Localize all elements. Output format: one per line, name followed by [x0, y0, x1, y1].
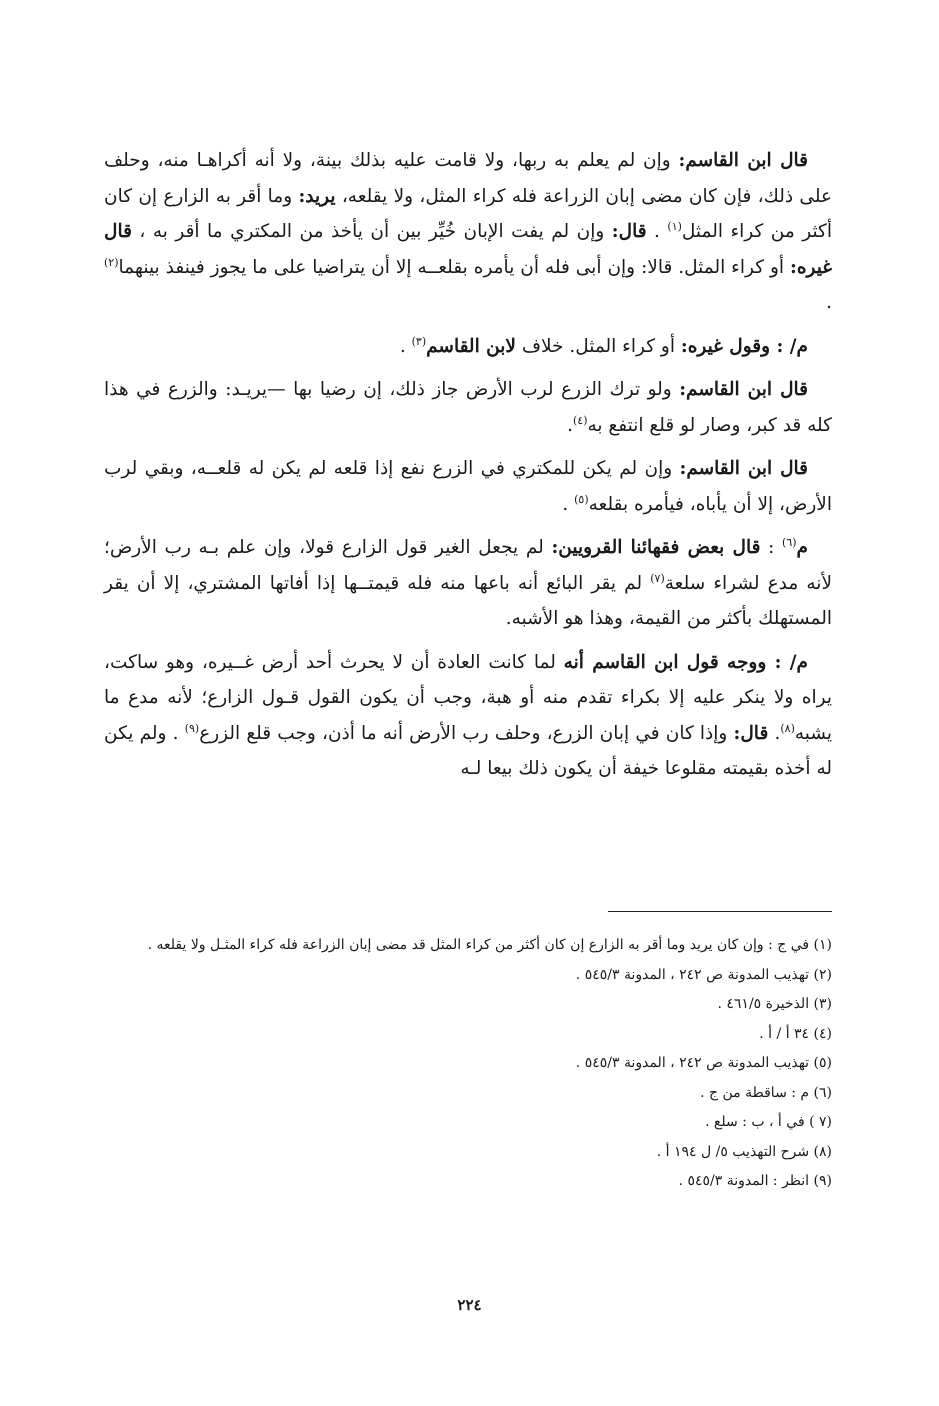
footnote: (٧ ) في أ ، ب : سلع .: [705, 1114, 832, 1130]
footnote: (٣) الذخيرة ٤٦١/٥ .: [717, 996, 832, 1012]
footnote: (٦) م : ساقطة من ج .: [700, 1084, 832, 1101]
bold-phrase: قال:: [611, 221, 647, 242]
footnote: (١) في ج : وإن كان يريد وما أقر به الزارع إن كان أكثر من كراء المثل قد مضى إبان الزراعة فله كراء المثـل ولا يقلعه .: [147, 937, 832, 953]
footnote: (٤) ٣٤ أ / أ .: [759, 1025, 832, 1042]
footnote-marker: (٥): [574, 492, 589, 506]
paragraph: [104, 372, 832, 443]
paragraph: [104, 451, 832, 522]
text-run: .: [567, 414, 573, 436]
paragraph: [104, 329, 832, 365]
footnote: (٢) تهذيب المدونة ص ٢٤٢ ، المدونة ٥٤٥/٣ .: [575, 966, 832, 983]
text-run: لما كانت العادة أن لا يحرث أحد أرض غــيره، وهو ساكت، يراه ولا ينكر عليه إلا بكراء تقدم منه أو هبة، وجب أن يكون القول قـول الزارع؛ لأنه مدع ما يشبه: [104, 651, 833, 744]
bold-phrase: قال ابن القاسم:: [679, 379, 808, 400]
footnote-marker: (٨): [780, 721, 795, 735]
main-text: [104, 143, 832, 795]
footnote-marker: (٩): [184, 721, 200, 735]
text-run: أو كراء المثل. قالا: وإن أبى فله أن يأمره بقلعــه إلا أن يتراضيا على ما يجوز فينفذ بينهما: [118, 256, 790, 278]
bold-phrase: م/ : وقول غيره:: [680, 335, 808, 357]
bold-phrase: م/ : ووجه قول ابن القاسم أنه: [563, 651, 808, 673]
paragraph: [104, 645, 832, 787]
text-run: وإن لم يفت الإبان خُيِّر بين أن يأخذ من المكتري ما أقر به ،: [131, 221, 612, 242]
text-run: . ولم يكن له أخذه بقيمته مقلوعا خيفة أن يكون ذلك بيعا لـه: [104, 722, 832, 779]
text-run: وما أقر به الزارع إن كان أكثر من كراء المثل: [104, 185, 832, 242]
text-run: وإن لم يكن للمكتري في الزرع نفع إذا قلعه لم يكن له قلعــه، وبقي لرب الأرض، إلا أن يأباه، فيأمره بقلعه: [104, 458, 832, 515]
footnote-marker: (٤): [572, 413, 588, 427]
footnote-marker: (٧): [650, 571, 665, 585]
bold-phrase: قال ابن القاسم:: [679, 458, 808, 479]
footnote-marker: (٣): [411, 334, 427, 348]
text-run: .: [768, 722, 781, 744]
footnotes: [104, 931, 832, 1197]
page-number: ٢٢٤: [457, 1296, 482, 1314]
footnote-marker: (٢): [104, 255, 119, 269]
paragraph: [104, 530, 832, 637]
text-run: .: [562, 493, 575, 515]
footnote-marker: (١): [667, 219, 682, 233]
text-run: وإن لم يعلم به ربها، ولا قامت عليه بذلك بينة، ولا أنه أكراهـا منه، وحلف على ذلك، فإن كان مضى إبان الزراعة فله كراء المثل، ولا يقلعه،: [104, 150, 832, 207]
text-run: .: [399, 335, 412, 357]
text-run: :: [760, 537, 783, 558]
footnote: (٨) شرح التهذيب ٥/ ل ١٩٤ أ .: [656, 1143, 832, 1160]
text-run: وإذا كان في إبان الزرع، وحلف رب الأرض أنه ما أذن، وجب قلع الزرع: [199, 722, 734, 744]
footnote: (٩) انظر : المدونة ٥٤٥/٣ .: [678, 1173, 832, 1189]
bold-phrase: لابن القاسم: [426, 335, 516, 357]
text-run: ولو ترك الزرع لرب الأرض جاز ذلك، إن رضيا بها —يريـد: والزرع في هذا كله قد كبر، وصار لو قلع انتفع به: [104, 379, 832, 436]
paragraph: [104, 143, 832, 321]
text-run: لم يقر البائع أنه باعها منه فله قيمتــها إذا أفاتها المشتري، إلا أن يقر المستهلك بأكثر من القيمة، وهذا هو الأشبه.: [104, 572, 832, 629]
text-run: .: [826, 292, 832, 313]
text-run: لم يجعل الغير قول الزارع قولا، وإن علم بـه رب الأرض؛ لأنه مدع لشراء سلعة: [104, 537, 833, 594]
bold-phrase: قال بعض فقهائنا القرويين:: [551, 537, 761, 558]
bold-phrase: يريد:: [298, 185, 336, 207]
bold-phrase: قال ابن القاسم:: [678, 150, 808, 171]
text-run: .: [646, 221, 668, 242]
footnote-marker: (٦): [782, 535, 797, 549]
footnote-separator: [608, 911, 832, 912]
footnote: (٥) تهذيب المدونة ص ٢٤٢ ، المدونة ٥٤٥/٣ .: [575, 1055, 832, 1071]
bold-phrase: م: [796, 537, 808, 558]
text-run: أو كراء المثل. خلاف: [515, 335, 681, 357]
bold-phrase: قال غيره:: [104, 221, 832, 278]
bold-phrase: قال:: [733, 722, 769, 744]
